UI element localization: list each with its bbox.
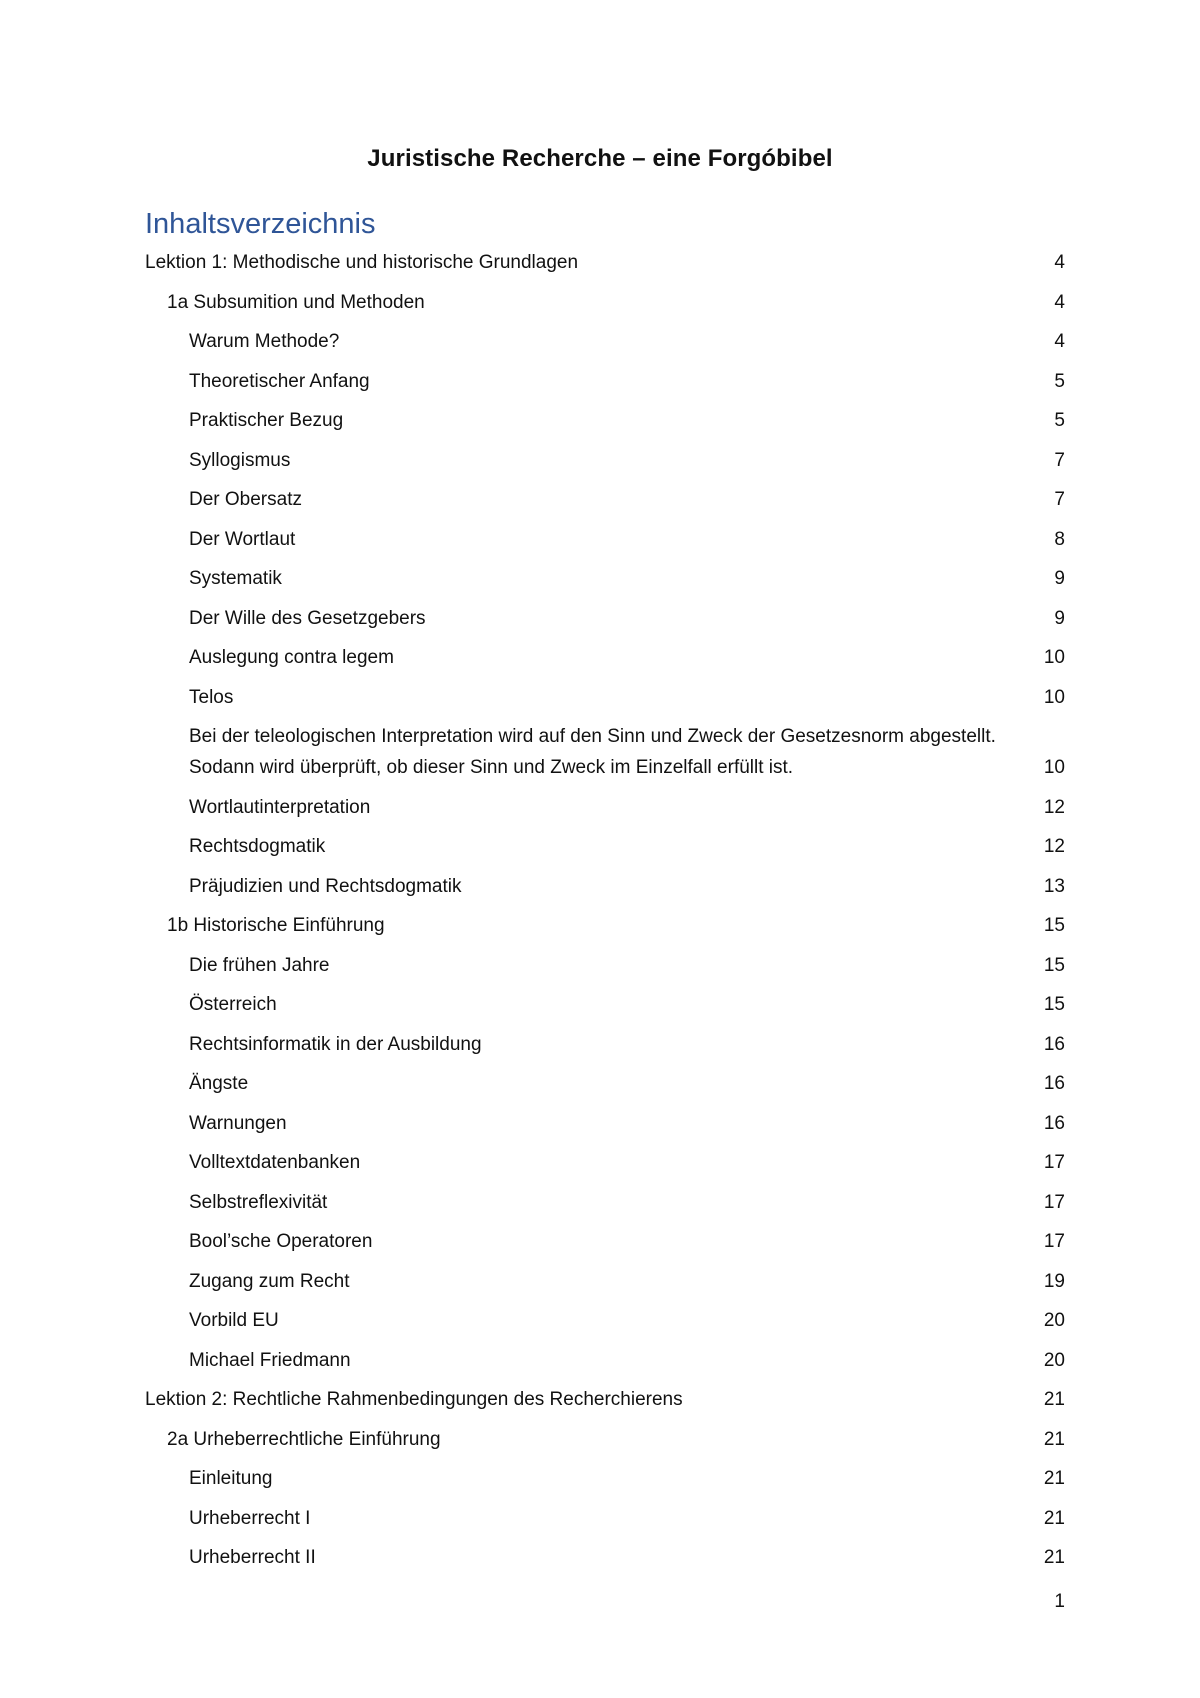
- toc-entry[interactable]: [145, 603, 1065, 634]
- toc-entry-page: 4: [1054, 291, 1065, 313]
- toc-entry[interactable]: [145, 1147, 1065, 1178]
- toc-entry[interactable]: [145, 871, 1065, 902]
- toc-entry-page: 15: [1043, 954, 1065, 976]
- toc-entry-page: 12: [1043, 796, 1065, 818]
- toc-entry-title: Wortlautinterpretation: [189, 796, 371, 818]
- toc-entry[interactable]: [145, 366, 1065, 397]
- toc-entry[interactable]: [145, 563, 1065, 594]
- toc-entry[interactable]: [145, 326, 1065, 357]
- toc-entry-page: 17: [1043, 1152, 1065, 1173]
- toc-entry[interactable]: [145, 1305, 1065, 1336]
- toc-entry-title: Lektion 1: Methodische und historische Grundlagen: [145, 252, 579, 273]
- toc-entry-title: Systematik: [189, 568, 282, 589]
- toc-entry-title: Theoretischer Anfang: [189, 370, 370, 392]
- toc-entry-page: 4: [1054, 331, 1065, 352]
- toc-entry[interactable]: [145, 1542, 1065, 1573]
- toc-entry-title: Ängste: [189, 1073, 249, 1094]
- toc-entry-title: Praktischer Bezug: [189, 410, 344, 431]
- toc-entry[interactable]: [145, 989, 1065, 1020]
- toc-entry[interactable]: [145, 1424, 1065, 1455]
- toc-entry-title: Urheberrecht I: [189, 1507, 311, 1529]
- toc-entry-page: 21: [1043, 1507, 1065, 1529]
- toc-entry-title: Telos: [189, 686, 234, 708]
- toc-entry[interactable]: [145, 910, 1065, 941]
- toc-entry-page: 15: [1043, 994, 1065, 1015]
- toc-entry[interactable]: [145, 405, 1065, 436]
- toc-entry-page: 9: [1054, 568, 1065, 589]
- toc-entry-title: Zugang zum Recht: [189, 1270, 350, 1292]
- toc-entry-title: Rechtsinformatik in der Ausbildung: [189, 1033, 482, 1055]
- toc-entry-title: Österreich: [189, 994, 277, 1015]
- toc-entry-title: Urheberrecht II: [189, 1547, 316, 1568]
- toc-entry-title: Warnungen: [189, 1112, 287, 1134]
- toc-entry-title: Vorbild EU: [189, 1310, 279, 1331]
- toc-entry[interactable]: [145, 831, 1065, 862]
- toc-entry[interactable]: [145, 1345, 1065, 1376]
- toc-entry[interactable]: [145, 642, 1065, 673]
- toc-entry[interactable]: [145, 287, 1065, 318]
- toc-entry-page: 15: [1043, 915, 1065, 936]
- toc-entry[interactable]: [145, 1503, 1065, 1534]
- toc-entry-page: 7: [1054, 489, 1065, 510]
- toc-entry-page: 8: [1054, 528, 1065, 550]
- toc-entry-page: 9: [1054, 607, 1065, 629]
- table-of-contents: [145, 247, 1065, 1582]
- toc-entry-title: 1b Historische Einführung: [167, 915, 385, 936]
- toc-heading: Inhaltsverzeichnis: [145, 208, 376, 240]
- toc-entry[interactable]: [145, 1029, 1065, 1060]
- toc-entry-page: 10: [1043, 647, 1065, 668]
- toc-entry-title: Warum Methode?: [189, 331, 340, 352]
- toc-entry[interactable]: [145, 1226, 1065, 1257]
- toc-entry-page: 7: [1054, 449, 1065, 471]
- toc-entry-title: Michael Friedmann: [189, 1349, 351, 1371]
- toc-entry-title: Volltextdatenbanken: [189, 1152, 361, 1173]
- toc-entry[interactable]: [145, 445, 1065, 476]
- toc-entry[interactable]: [145, 792, 1065, 823]
- toc-entry[interactable]: [145, 247, 1065, 278]
- toc-entry-page: 12: [1043, 836, 1065, 857]
- toc-entry-page: 16: [1043, 1033, 1065, 1055]
- toc-entry-page: 21: [1043, 1389, 1065, 1410]
- document-title: Juristische Recherche – eine Forgóbibel: [367, 145, 833, 172]
- toc-entry[interactable]: [145, 950, 1065, 981]
- toc-entry-page: 5: [1054, 410, 1065, 431]
- page-number: 1: [1054, 1591, 1065, 1612]
- toc-entry-page: 5: [1054, 370, 1065, 392]
- toc-entry[interactable]: [145, 1187, 1065, 1218]
- toc-entry-page: 17: [1043, 1191, 1065, 1213]
- toc-entry[interactable]: [145, 1463, 1065, 1494]
- toc-entry-page: 19: [1043, 1270, 1065, 1292]
- toc-entry-page: 21: [1043, 1547, 1065, 1568]
- toc-entry[interactable]: [145, 1068, 1065, 1099]
- toc-entry[interactable]: [145, 1384, 1065, 1415]
- toc-entry-title: Selbstreflexivität: [189, 1191, 328, 1213]
- toc-entry-page: 21: [1043, 1428, 1065, 1450]
- toc-entry-title: Lektion 2: Rechtliche Rahmenbedingungen des Recherchierens: [145, 1389, 683, 1410]
- toc-entry-page: 10: [1043, 757, 1065, 778]
- toc-entry-title: Einleitung: [189, 1468, 273, 1489]
- toc-entry-title: Präjudizien und Rechtsdogmatik: [189, 875, 462, 897]
- toc-entry-page: 4: [1054, 252, 1065, 273]
- toc-entry-title: 2a Urheberrechtliche Einführung: [167, 1428, 441, 1450]
- toc-entry-page: 20: [1043, 1349, 1065, 1371]
- toc-entry-title: Der Obersatz: [189, 489, 302, 510]
- toc-entry-page: 17: [1043, 1231, 1065, 1252]
- toc-entry-page: 16: [1043, 1112, 1065, 1134]
- toc-entry[interactable]: [145, 1266, 1065, 1297]
- toc-entry-title: Bei der teleologischen Interpretation wird auf den Sinn und Zweck der Gesetzesnorm abgestellt. Sodann wird überprüft, ob dieser Sinn und Zweck im Einzelfall erfüllt ist.: [189, 726, 996, 778]
- toc-entry-page: 13: [1043, 875, 1065, 897]
- toc-entry-page: 20: [1043, 1310, 1065, 1331]
- toc-entry-page: 10: [1043, 686, 1065, 708]
- toc-entry[interactable]: [145, 682, 1065, 713]
- toc-entry-title: Rechtsdogmatik: [189, 836, 326, 857]
- toc-entry-title: Der Wille des Gesetzgebers: [189, 607, 426, 629]
- toc-entry-title: Die frühen Jahre: [189, 954, 330, 976]
- toc-entry-title: Auslegung contra legem: [189, 647, 394, 668]
- toc-entry[interactable]: [145, 484, 1065, 515]
- toc-entry-page: 16: [1043, 1073, 1065, 1094]
- toc-entry-page: 21: [1043, 1468, 1065, 1489]
- toc-entry[interactable]: [145, 1108, 1065, 1139]
- toc-entry[interactable]: [145, 721, 1065, 783]
- toc-entry-title: 1a Subsumition und Methoden: [167, 291, 425, 313]
- toc-entry-title: Syllogismus: [189, 449, 291, 471]
- toc-entry[interactable]: [145, 524, 1065, 555]
- toc-entry-title: Der Wortlaut: [189, 528, 296, 550]
- toc-entry-title: Bool’sche Operatoren: [189, 1231, 373, 1252]
